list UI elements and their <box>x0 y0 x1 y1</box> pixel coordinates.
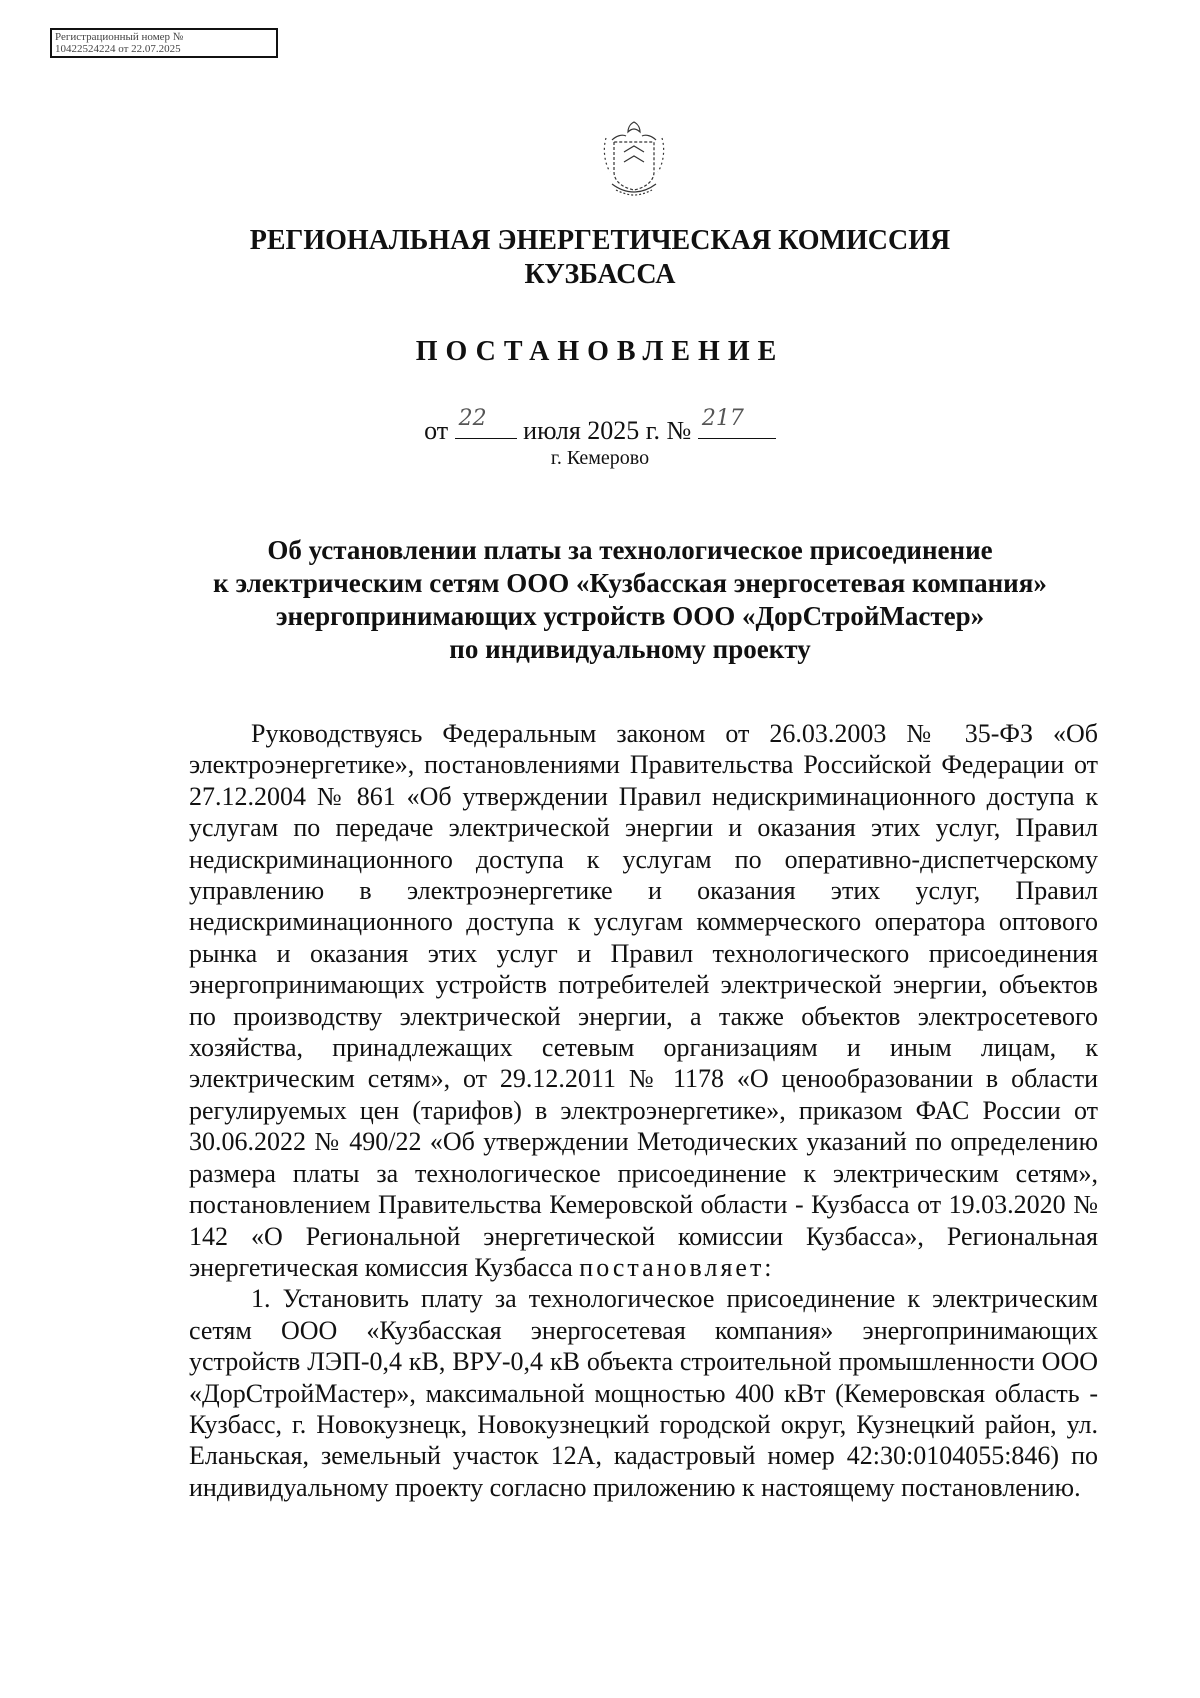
subject-line3: энергопринимающих устройств ООО «ДорСтройМастер» <box>275 601 985 631</box>
organization-name <box>0 224 1200 292</box>
date-prefix: от <box>424 416 449 445</box>
preamble-paragraph <box>189 718 1098 1283</box>
organization-name-line1: РЕГИОНАЛЬНАЯ ЭНЕРГЕТИЧЕСКАЯ КОМИССИЯ <box>249 225 951 256</box>
preamble-text: Руководствуясь Федеральным законом от 26.03.2003 № 35-ФЗ «Об электроэнергетике», постановлениями Правительства Российской Федерации от 27.12.2004 № 861 «Об утверждении Правил недискриминационного доступа к услугам по передаче электрической энергии и оказания этих услуг, Правил недискриминационного доступа к услугам по оперативно-диспетчерскому управлению в электроэнергетике и оказания этих услуг, Правил недискриминационного доступа к услугам коммерческого оператора оптового рынка и оказания этих услуг и Правил технологического присоединения энергопринимающих устройств потребителей электрической энергии, объектов по производству электрической энергии, а также объектов электросетевого хозяйства, принадлежащих сетевым организациям и иным лицам, к электрическим сетям», от 29.12.2011 № 1178 «О ценообразовании в области регулируемых цен (тарифов) в электроэнергетике», приказом ФАС России от 30.06.2022 № 490/22 «Об утверждении Методических указаний по определению размера платы за технологическое присоединение к электрическим сетям», постановлением Правительства Кемеровской области - Кузбасса от 19.03.2020 № 142 «О Региональной энергетической комиссии Кузбасса», Региональная энергетическая комиссия Кузбасса <box>189 719 1098 1282</box>
subject-line2: к электрическим сетям ООО «Кузбасская энергосетевая компания» <box>213 568 1047 598</box>
document-subject <box>180 534 1080 666</box>
document-type: ПОСТАНОВЛЕНИЕ <box>415 336 785 367</box>
registration-number: 10422524224 от 22.07.2025 <box>55 43 181 55</box>
number-blank <box>698 406 776 439</box>
city: г. Кемерово <box>550 447 650 469</box>
organization-name-line2: КУЗБАССА <box>524 259 676 290</box>
document-body <box>189 718 1098 1503</box>
handwritten-day: 22 <box>458 406 487 431</box>
item-1-paragraph: 1. Установить плату за технологическое присоединение к электрическим сетям ООО «Кузбасская энергосетевая компания» энергопринимающих устройств ЛЭП-0,4 кВ, ВРУ-0,4 кВ объекта строительной промышленности ООО «ДорСтройМастер», максимальной мощностью 400 кВт (Кемеровская область - Кузбасс, г. Новокузнецк, Новокузнецкий городской округ, Кузнецкий район, ул. Еланьская, земельный участок 12А, кадастровый номер 42:30:0104055:846) по индивидуальному проекту согласно приложению к настоящему постановлению. <box>189 1284 1098 1502</box>
document-date-line <box>0 406 1200 446</box>
decides-word: постановляет: <box>579 1252 775 1282</box>
day-blank <box>455 406 517 439</box>
handwritten-number: 217 <box>701 406 744 431</box>
subject-line4: по индивидуальному проекту <box>449 634 811 664</box>
registration-stamp <box>50 28 278 58</box>
month-year: июля 2025 г. № <box>523 416 692 445</box>
subject-line1: Об установлении платы за технологическое присоединение <box>267 535 993 565</box>
registration-label: Регистрационный номер № <box>55 31 184 43</box>
coat-of-arms-icon <box>598 118 670 200</box>
